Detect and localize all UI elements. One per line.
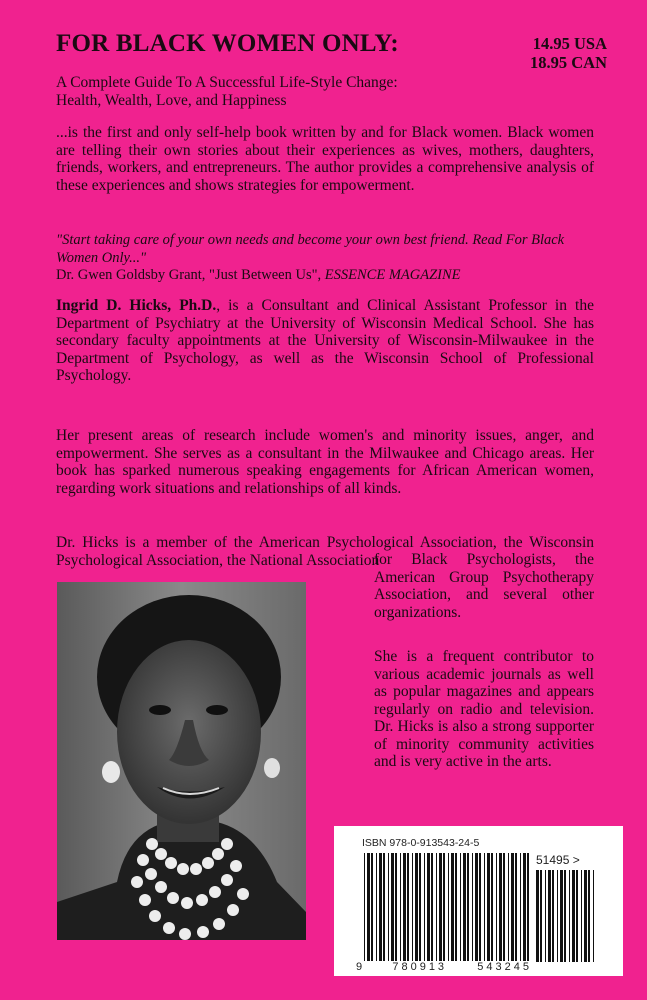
subtitle-line-2: Health, Wealth, Love, and Happiness: [56, 92, 287, 109]
price-can: 18.95 CAN: [530, 53, 607, 72]
endorsement-quote: [56, 232, 596, 285]
quote-attribution: [56, 267, 596, 285]
author-bio-paragraph: [56, 297, 594, 385]
price-code: 51495 >: [536, 853, 580, 867]
price-block: [530, 34, 607, 72]
subtitle-line-1: A Complete Guide To A Successful Life-Style Change:: [56, 74, 398, 91]
author-bio-text: , is a Consultant and Clinical Assistant Professor in the Department of Psychiatry at the University of Wisconsin Medical School. She has secondary faculty appointments at the University of Wisconsin-Milwaukee in the Department of Psychology, as well as the Wisconsin School of Professional Psychology.: [56, 297, 594, 384]
intro-paragraph: ...is the first and only self-help book written by and for Black women. Black women are telling their own stories about their experiences as wives, mothers, daughters, friends, workers, and entrepreneurs. The author provides a comprehensive analysis of these experiences and shows strategies for empowerment.: [56, 124, 594, 194]
book-subtitle: [56, 74, 496, 110]
author-name: Ingrid D. Hicks, Ph.D.: [56, 297, 217, 314]
ean-digits: [356, 962, 532, 973]
contributor-paragraph: She is a frequent contributor to various academic journals as well as popular magazines and appears regularly on radio and television. Dr. Hicks is also a strong supporter of minority community activities and is very active in the arts.: [374, 648, 594, 770]
isbn-label: ISBN 978-0-913543-24-5: [362, 837, 480, 849]
author-photo: [57, 582, 306, 940]
author-portrait-illustration: [57, 582, 306, 940]
price-usa: 14.95 USA: [532, 34, 607, 53]
barcode-box: [334, 826, 623, 976]
ean-digits-left: 780913: [392, 961, 448, 973]
membership-paragraph-wide: Dr. Hicks is a member of the American Psychological Association, the Wisconsin Psychological Association, the National Association: [56, 534, 594, 569]
research-paragraph: Her present areas of research include women's and minority issues, anger, and empowerment. She serves as a consultant in the Milwaukee and Chicago areas. Her book has sparked numerous speaking engagements for African American women, regarding work situations and relationships of all kinds.: [56, 427, 594, 497]
ean-digits-right: 543245: [477, 961, 532, 973]
ean-barcode-bars: [364, 853, 532, 963]
membership-paragraph-narrow: for Black Psychologists, the American Group Psychotherapy Association, and several other organizations.: [374, 551, 594, 621]
addon-barcode-bars: [536, 870, 598, 964]
quote-text: "Start taking care of your own needs and become your own best friend. Read For Black Women Only...": [56, 232, 565, 266]
quote-publication: ESSENCE MAGAZINE: [324, 267, 461, 283]
quote-author: Dr. Gwen Goldsby Grant, "Just Between Us",: [56, 267, 325, 283]
ean-first-digit: 9: [356, 961, 363, 973]
book-title: FOR BLACK WOMEN ONLY:: [56, 30, 399, 57]
